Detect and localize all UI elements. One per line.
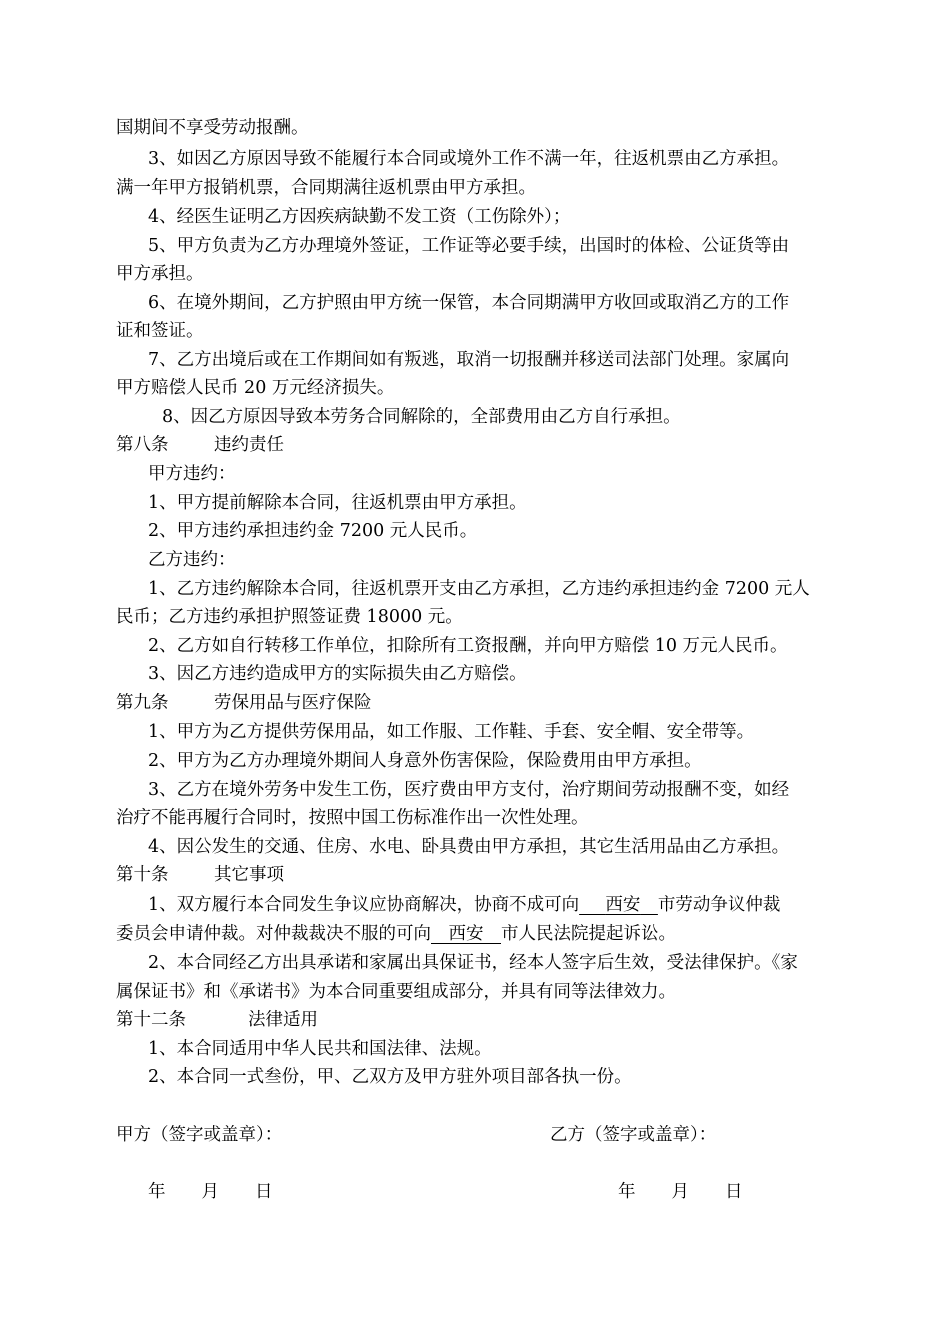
paragraph-line: 证和签证。: [116, 321, 204, 341]
paragraph-line: 治疗不能再履行合同时，按照中国工伤标准作出一次性处理。: [116, 808, 589, 828]
year-label: 年: [618, 1182, 636, 1202]
clause-7-6: 6、在境外期间，乙方护照由甲方统一保管，本合同期满甲方收回或取消乙方的工作: [148, 293, 790, 313]
article-8-heading: [116, 434, 840, 456]
clause-7-8: 8、因乙方原因导致本劳务合同解除的，全部费用由乙方自行承担。: [162, 407, 681, 427]
month-label: 月: [671, 1182, 689, 1202]
clause-text: 市人民法院提起诉讼。: [501, 924, 676, 944]
clause-10-2: 2、本合同经乙方出具承诺和家属出具保证书，经本人签字后生效，受法律保护。《家: [148, 953, 798, 973]
clause-text: 1、双方履行本合同发生争议应协商解决，协商不成可向: [148, 895, 580, 915]
clause-9-4: 4、因公发生的交通、住房、水电、卧具费由甲方承担，其它生活用品由乙方承担。: [148, 837, 790, 857]
paragraph-line: 甲方承担。: [116, 264, 204, 284]
year-label: 年: [148, 1182, 166, 1202]
paragraph-line: 甲方赔偿人民币 20 万元经济损失。: [116, 378, 395, 398]
clause-text: 委员会申请仲裁。对仲裁裁决不服的可向: [116, 924, 431, 944]
paragraph-line: 民币；乙方违约承担护照签证费 18000 元。: [116, 607, 463, 627]
subheading-party-b-breach: 乙方违约：: [148, 550, 236, 570]
city-name: 西安: [448, 924, 484, 944]
party-b-signature-label: 乙方（签字或盖章）：: [550, 1125, 717, 1145]
party-a-signature-label: 甲方（签字或盖章）：: [116, 1125, 283, 1145]
clause-7-5: 5、甲方负责为乙方办理境外签证，工作证等必要手续，出国时的体检、公证货等由: [148, 236, 790, 256]
article-number: 第十条: [116, 865, 169, 885]
clause-8-b3: 3、因乙方违约造成甲方的实际损失由乙方赔偿。: [148, 664, 527, 684]
article-9-heading: [116, 692, 840, 714]
article-number: 第八条: [116, 435, 169, 455]
clause-9-2: 2、甲方为乙方办理境外期间人身意外伤害保险，保险费用由甲方承担。: [148, 751, 702, 771]
city-name: 西安: [605, 895, 641, 915]
article-title: 违约责任: [214, 435, 284, 455]
clause-10-1: [148, 894, 840, 916]
clause-7-4: 4、经医生证明乙方因疾病缺勤不发工资（工伤除外）；: [148, 207, 571, 227]
paragraph-line: 属保证书》和《承诺书》为本合同重要组成部分，并具有同等法律效力。: [116, 982, 676, 1002]
month-label: 月: [201, 1182, 219, 1202]
article-title: 法律适用: [248, 1010, 318, 1030]
clause-12-2: 2、本合同一式叁份，甲、乙双方及甲方驻外项目部各执一份。: [148, 1067, 632, 1087]
subheading-party-a-breach: 甲方违约：: [148, 464, 236, 484]
paragraph-line: [116, 923, 840, 945]
party-b-date: [618, 1181, 779, 1203]
court-city-field: [431, 924, 501, 944]
clause-8-b1: 1、乙方违约解除本合同，往返机票开支由乙方承担，乙方违约承担违约金 7200 元人: [148, 579, 810, 599]
clause-8-a2: 2、甲方违约承担违约金 7200 元人民币。: [148, 521, 478, 541]
article-number: 第九条: [116, 693, 169, 713]
clause-text: 市劳动争议仲裁: [657, 895, 781, 915]
article-10-heading: [116, 864, 840, 886]
day-label: 日: [725, 1182, 743, 1202]
clause-7-3: 3、如因乙方原因导致不能履行本合同或境外工作不满一年，往返机票由乙方承担。: [148, 149, 790, 169]
clause-8-b2: 2、乙方如自行转移工作单位，扣除所有工资报酬，并向甲方赔偿 10 万元人民币。: [148, 636, 788, 656]
clause-12-1: 1、本合同适用中华人民共和国法律、法规。: [148, 1039, 492, 1059]
clause-8-a1: 1、甲方提前解除本合同，往返机票由甲方承担。: [148, 493, 527, 513]
clause-7-7: 7、乙方出境后或在工作期间如有叛逃，取消一切报酬并移送司法部门处理。家属向: [148, 350, 790, 370]
paragraph-line: 满一年甲方报销机票，合同期满往返机票由甲方承担。: [116, 178, 536, 198]
article-number: 第十二条: [116, 1010, 186, 1030]
article-title: 其它事项: [214, 865, 284, 885]
party-a-date: [148, 1181, 309, 1203]
clause-9-1: 1、甲方为乙方提供劳保用品，如工作服、工作鞋、手套、安全帽、安全带等。: [148, 722, 755, 742]
clause-9-3: 3、乙方在境外劳务中发生工伤，医疗费由甲方支付，治疗期间劳动报酬不变，如经: [148, 780, 790, 800]
arbitration-city-field: [579, 895, 658, 915]
article-12-heading: [116, 1009, 840, 1031]
paragraph-line: 国期间不享受劳动报酬。: [116, 118, 309, 138]
article-title: 劳保用品与医疗保险: [214, 693, 372, 713]
day-label: 日: [255, 1182, 273, 1202]
